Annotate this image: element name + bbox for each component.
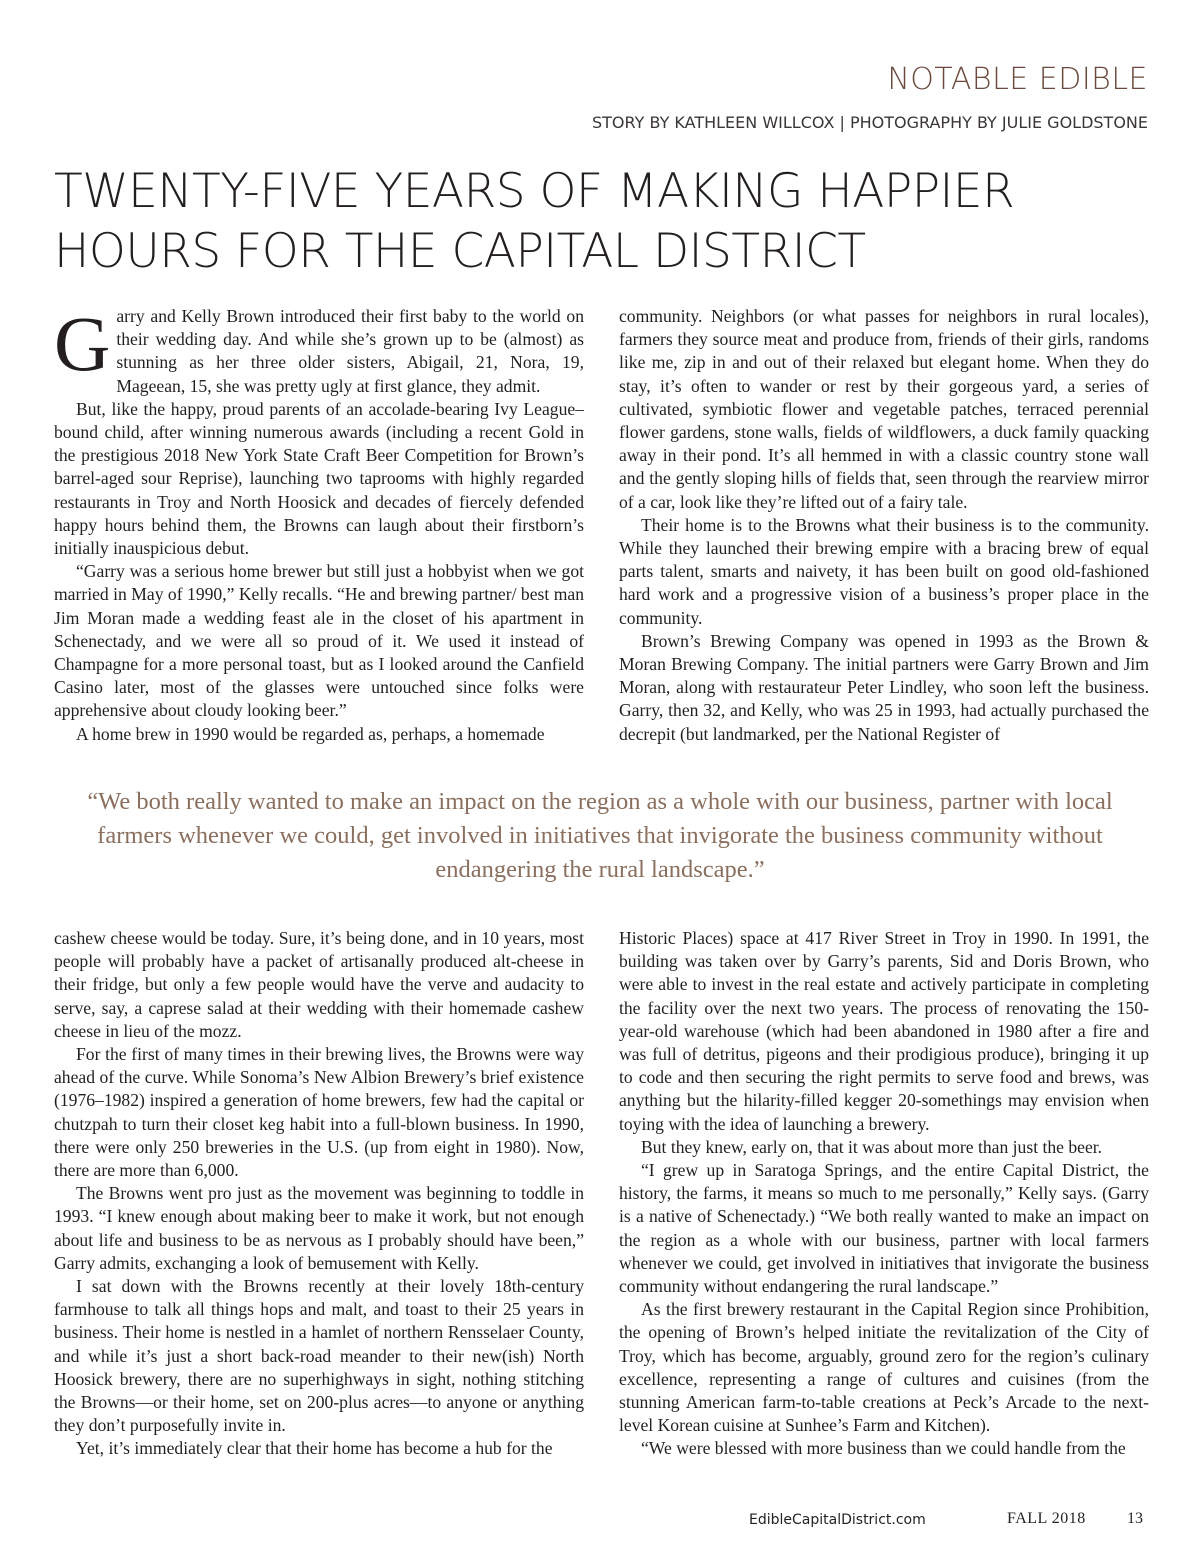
paragraph: “I grew up in Saratoga Springs, and the entire Capital District, the history, the farms, it means so much to me personally,” Kelly says. (Garry is a native of Schenectady.) “We both really wanted to make an impact on the region as a whole with our business, partner with local farmers whenever we could, get involved in initiatives that invigorate the business community without endangering the rural landscape.” xyxy=(619,1160,1149,1297)
paragraph: As the first brewery restaurant in the Capital Region since Prohibition, the opening of Brown’s helped initiate the revitalization of the City of Troy, which has become, arguably, ground zero for the region’s culinary excellence, representing a range of cultures and cuisines (from the stunning American farm-to-table creations at Peck’s Arcade to the next-level Korean cuisine at Sunhee’s Farm and Kitchen). xyxy=(619,1299,1149,1436)
paragraph: “Garry was a serious home brewer but still just a hobbyist when we got married in May of 1990,” Kelly recalls. “He and brewing partner/ best man Jim Moran made a wedding feast ale in the closet of his apartment in Schenectady, and we were all so proud of it. We used it instead of Champagne for a more personal toast, but as I looked around the Canfield Casino later, most of the glasses were untouched since folks were apprehensive about cloudy looking beer.” xyxy=(54,561,584,721)
article-column-2 xyxy=(619,305,1149,760)
paragraph: Yet, it’s immediately clear that their home has become a hub for the xyxy=(76,1438,553,1459)
paragraph xyxy=(54,305,584,398)
paragraph: Historic Places) space at 417 River Street in Troy in 1990. In 1991, the building was taken over by Garry’s parents, Sid and Doris Brown, who were able to invest in the real estate and actively participate in completing the facility over the next two years. The process of renovating the 150-year-old warehouse (which had been abandoned in 1980 after a fire and was full of detritus, pigeons and their prodigious produce), bringing it up to code and then securing the right permits to serve food and brews, was anything but the hilarity-filled kegger 20-somethings may envision when toying with the idea of launching a brewery. xyxy=(619,928,1149,1134)
drop-cap: G xyxy=(54,305,111,387)
paragraph: A home brew in 1990 would be regarded as, perhaps, a homemade xyxy=(76,723,545,744)
article-column-3 xyxy=(54,927,584,1467)
paragraph: Brown’s Brewing Company was opened in 1993 as the Brown & Moran Brewing Company. The initial partners were Garry Brown and Jim Moran, along with restaurateur Peter Lindley, who soon left the business. Garry, then 32, and Kelly, who was 25 in 1993, had actually purchased the decrepit (but landmarked, per the National Register of xyxy=(619,630,1149,744)
paragraph: For the first of many times in their brewing lives, the Browns were way ahead of the curve. While Sonoma’s New Albion Brewery’s brief existence (1976–1982) inspired a generation of home brewers, few had the capital or chutzpah to turn their closet keg habit into a full-blown business. In 1990, there were only 250 breweries in the U.S. (up from eight in 1980). Now, there are more than 6,000. xyxy=(54,1044,584,1181)
paragraph: The Browns went pro just as the movement was beginning to toddle in 1993. “I knew enough about making beer to make it work, but not enough about life and business to be as nervous as I probably should have been,” Garry admits, exchanging a look of bemusement with Kelly. xyxy=(54,1183,584,1273)
headline-line-1: TWENTY-FIVE YEARS OF MAKING HAPPIER xyxy=(54,164,1015,219)
article-headline xyxy=(54,162,1154,282)
paragraph: But, like the happy, proud parents of an accolade-bearing Ivy League–bound child, after winning numerous awards (including a recent Gold in the prestigious 2018 New York State Craft Beer Competition for Brown’s barrel-aged sour Reprise), launching two taprooms with highly regarded restaurants in Troy and North Hoosick and decades of fiercely defended happy hours behind them, the Browns can laugh about their firstborn’s initially inauspicious debut. xyxy=(54,398,584,559)
paragraph: cashew cheese would be today. Sure, it’s being done, and in 10 years, most people will probably have a packet of artisanally produced alt-cheese in their fridge, but only a few people would have the verve and audacity to serve, say, a caprese salad at their wedding with their homemade cashew cheese in lieu of the mozz. xyxy=(54,928,584,1041)
footer-issue: FALL 2018 xyxy=(1007,1510,1086,1527)
paragraph: I sat down with the Browns recently at their lovely 18th-century farmhouse to talk all things hops and malt, and toast to their 25 years in business. Their home is nestled in a hamlet of northern Rensselaer County, and while it’s just a short back-road meander to their new(ish) North Hoosick brewery, there are no superhighways in sight, nothing stitching the Browns—or their home, set on 200-plus acres—to anyone or anything they don’t purposefully invite in. xyxy=(54,1276,584,1436)
article-column-4 xyxy=(619,927,1149,1467)
pull-quote: “We both really wanted to make an impact on the region as a whole with our business, partner with local farmers whenever we could, get involved in initiatives that invigorate the business community without endangering the rural landscape.” xyxy=(87,788,1113,883)
paragraph-text: arry and Kelly Brown introduced their first baby to the world on their wedding day. And while she’s grown up to be (almost) as stunning as her three older sisters, Abigail, 21, Nora, 19, Mageean, 15, she was pretty ugly at first glance, they admit. xyxy=(116,306,584,396)
paragraph: community. Neighbors (or what passes for neighbors in rural locales), farmers they source meat and produce from, friends of their girls, randoms like me, zip in and out of their relaxed but elegant home. When they do stay, it’s often to wander or rest by their gorgeous yard, a series of cultivated, symbiotic flower and vegetable patches, terraced perennial flower gardens, stone walls, fields of wildflowers, a duck family quacking away in their pond. It’s all hemmed in with a classic country stone wall and the gently sloping hills of fields that, seen through the rearview mirror of a car, look like they’re lifted out of a fairy tale. xyxy=(619,306,1149,512)
page-number: 13 xyxy=(1127,1510,1143,1527)
byline: STORY BY KATHLEEN WILLCOX | PHOTOGRAPHY BY JULIE GOLDSTONE xyxy=(591,113,1148,132)
paragraph: Their home is to the Browns what their business is to the community. While they launched their brewing empire with a bracing brew of equal parts talent, smarts and naivety, it has been built on good old-fashioned hard work and a progressive vision of a business’s proper place in the community. xyxy=(619,514,1149,628)
article-column-1 xyxy=(54,305,584,760)
headline-line-2: HOURS FOR THE CAPITAL DISTRICT xyxy=(54,224,866,279)
paragraph: “We were blessed with more business than we could handle from the xyxy=(641,1438,1126,1459)
footer-url: EdibleCapitalDistrict.com xyxy=(749,1512,926,1528)
section-label: NOTABLE EDIBLE xyxy=(887,62,1148,97)
paragraph: But they knew, early on, that it was about more than just the beer. xyxy=(641,1136,1103,1157)
